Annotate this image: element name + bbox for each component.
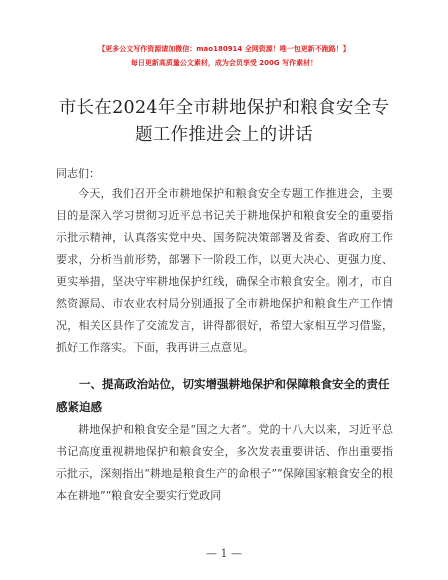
section-heading-1: 一、提高政治站位，切实增强耕地保护和保障粮食安全的责任感紧迫感 — [56, 377, 390, 414]
document-title: 市长在2024年全市耕地保护和粮食安全专题工作推进会上的讲话 — [58, 98, 390, 145]
promo-banner-line2: 每日更新高质量公文素材，成为会员享受 200G 写作素材！ — [130, 59, 318, 67]
salutation: 同志们： — [56, 167, 100, 180]
page-number: — 1 — — [206, 547, 242, 560]
promo-banner-line1: 【更多公文写作资源请加微信：mao180914 全网资源！唯一包更新不跑路！】 — [98, 45, 350, 53]
paragraph-intro: 今天，我们召开全市耕地保护和粮食安全专题工作推进会，主要目的是深入学习贯彻习近平总书记关于耕地保护和粮食安全的重要指示批示精神，认真落实党中央、国务院决策部署及省委、省政府工作要求，分析当前形势，部署下一阶段工作，以更大决心、更强力度、更实举措，坚决守牢耕地保护红线，确保全市粮食安全。刚才，市自然资源局、市农业农村局分别通报了全市耕地保护和粮食生产工作情况，相关区县作了交流发言，讲得都很好，希望大家相互学习借鉴，抓好工作落实。下面，我再讲三点意见。 — [56, 187, 393, 354]
paragraph-section1: 耕地保护和粮食安全是“国之大者”。党的十八大以来，习近平总书记高度重视耕地保护和粮食安全，多次发表重要讲话、作出重要指示批示，深刻指出“耕地是粮食生产的命根子”“保障国家粮食安全的根本在耕地”“粮食安全要实行党政同 — [56, 423, 393, 502]
